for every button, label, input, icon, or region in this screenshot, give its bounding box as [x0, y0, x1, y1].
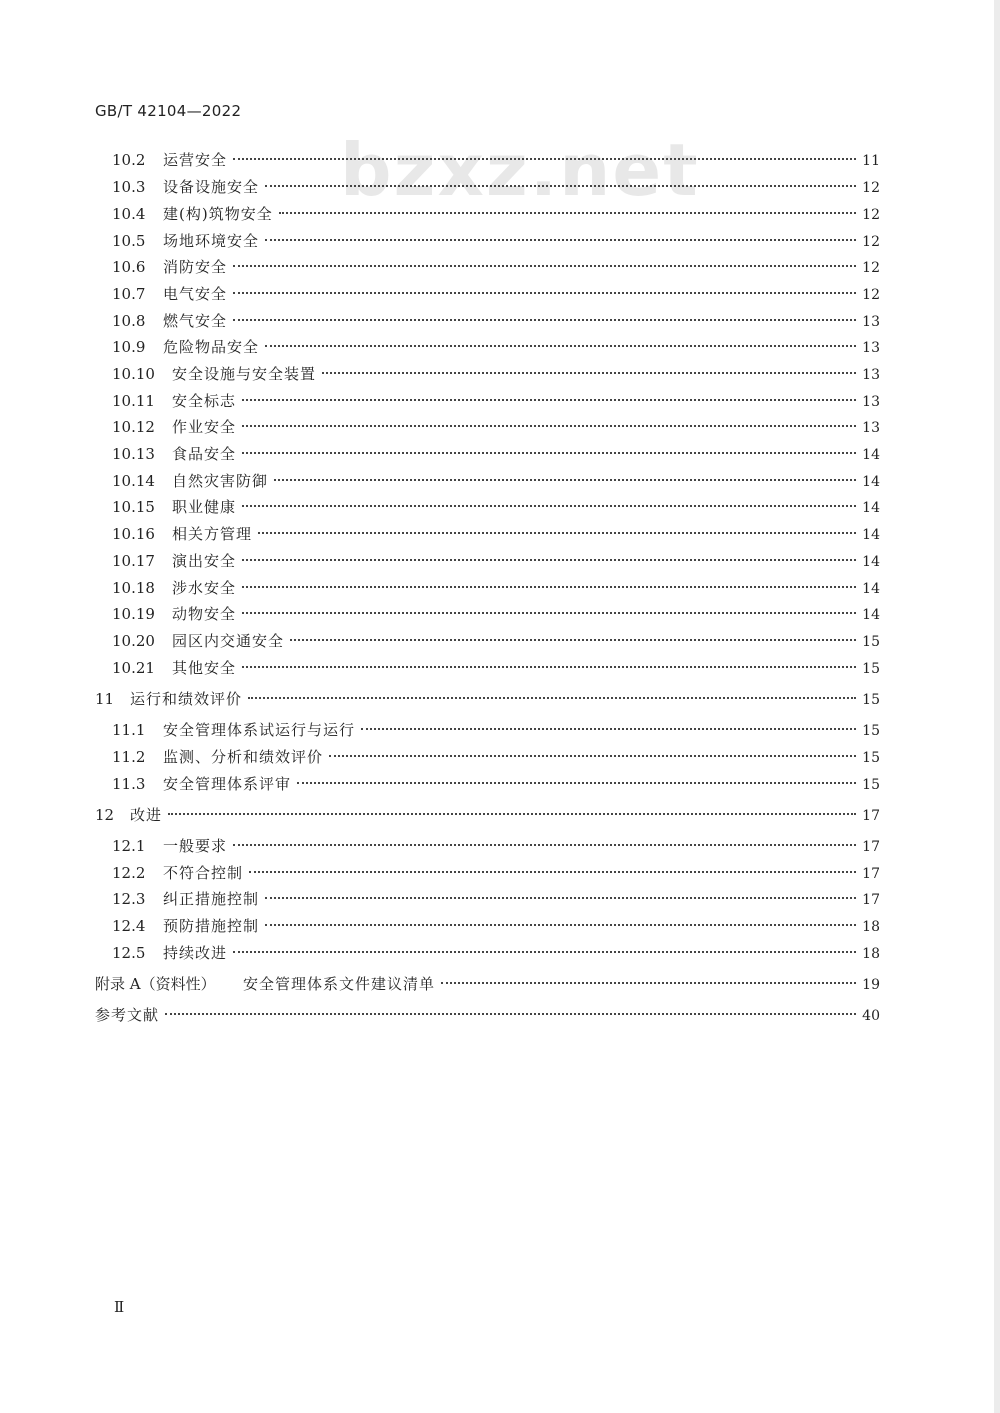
toc-leader-dots: [242, 452, 856, 454]
toc-leader-dots: [265, 924, 856, 926]
toc-entry-number: 10.3: [112, 178, 146, 196]
toc-entry-number: 10.10: [112, 365, 155, 383]
toc-entry-page: 18: [862, 946, 880, 962]
toc-entry-title: 运营安全: [163, 151, 228, 169]
toc-entry-title: 安全标志: [172, 392, 237, 410]
toc-entry-number: 10.16: [112, 525, 155, 543]
toc-entry-title: 消防安全: [163, 258, 228, 276]
toc-entry-title: 安全管理体系试运行与运行: [163, 721, 356, 739]
toc-entry-title: 设备设施安全: [163, 178, 260, 196]
toc-leader-dots: [233, 319, 856, 321]
toc-entry-number: 12.3: [112, 890, 146, 908]
toc-entry-number: 10.21: [112, 659, 155, 677]
toc-entry-page: 14: [862, 554, 880, 570]
toc-entry-page: 13: [862, 394, 880, 410]
toc-entry-number: 10.11: [112, 392, 155, 410]
toc-leader-dots: [258, 532, 856, 534]
toc-entry[interactable]: [112, 203, 880, 225]
toc-entry[interactable]: [112, 336, 880, 358]
toc-entry-title: 演出安全: [172, 552, 237, 570]
toc-entry-number: 12.4: [112, 917, 146, 935]
toc-entry[interactable]: [112, 230, 880, 252]
toc-leader-dots: [265, 185, 856, 187]
toc-entry-page: 19: [862, 977, 880, 993]
toc-entry-number: 11.3: [112, 775, 146, 793]
toc-entry-page: 13: [862, 367, 880, 383]
page-edge: [994, 0, 1000, 1413]
toc-entry-number: 10.6: [112, 258, 146, 276]
toc-entry-page: 12: [862, 180, 880, 196]
toc-entry-number: 10.2: [112, 151, 146, 169]
toc-leader-dots: [233, 844, 856, 846]
toc-leader-dots: [279, 212, 856, 214]
toc-leader-dots: [233, 951, 856, 953]
toc-leader-dots: [361, 728, 856, 730]
toc-entry[interactable]: [112, 390, 880, 412]
toc-leader-dots: [242, 586, 856, 588]
toc-entry-page: 14: [862, 500, 880, 516]
toc-entry-number: 10.13: [112, 445, 155, 463]
toc-entry[interactable]: [112, 283, 880, 305]
toc-entry[interactable]: [112, 888, 880, 910]
toc-leader-dots: [248, 697, 856, 699]
toc-entry-page: 11: [862, 153, 880, 169]
toc-leader-dots: [242, 559, 856, 561]
toc-entry-number: 11.1: [112, 721, 146, 739]
toc-entry[interactable]: [112, 470, 880, 492]
toc-entry-title: 预防措施控制: [163, 917, 260, 935]
toc-entry-page: 17: [862, 866, 880, 882]
toc-entry-title: 监测、分析和绩效评价: [163, 748, 324, 766]
toc-entry[interactable]: [112, 176, 880, 198]
toc-entry-page: 14: [862, 607, 880, 623]
toc-entry-title: 电气安全: [163, 285, 228, 303]
toc-entry-number: 10.12: [112, 418, 155, 436]
toc-entry-number: 10.9: [112, 338, 146, 356]
toc-entry-page: 15: [862, 692, 880, 708]
toc-entry[interactable]: [95, 688, 880, 710]
toc-entry[interactable]: [112, 630, 880, 652]
toc-entry-title: 涉水安全: [172, 579, 237, 597]
toc-entry-number: 10.17: [112, 552, 155, 570]
toc-entry-title: 纠正措施控制: [163, 890, 260, 908]
toc-entry-page: 14: [862, 527, 880, 543]
toc-leader-dots: [274, 479, 856, 481]
toc-entry-number: 附录 A（资料性）: [95, 975, 216, 993]
toc-leader-dots: [242, 666, 856, 668]
page-number: Ⅱ: [114, 1298, 125, 1316]
toc-entry-number: 10.15: [112, 498, 155, 516]
toc-entry-page: 13: [862, 314, 880, 330]
toc-entry-title: 安全管理体系评审: [163, 775, 292, 793]
toc-entry-page: 12: [862, 287, 880, 303]
toc-entry[interactable]: [95, 804, 880, 826]
toc-entry-page: 17: [862, 892, 880, 908]
toc-entry-title: 安全设施与安全装置: [172, 365, 317, 383]
toc-leader-dots: [265, 239, 856, 241]
toc-leader-dots: [233, 158, 856, 160]
toc-entry-page: 15: [862, 777, 880, 793]
toc-entry-title: 职业健康: [172, 498, 237, 516]
toc-entry-title: 园区内交通安全: [172, 632, 285, 650]
toc-entry-page: 15: [862, 634, 880, 650]
toc-entry[interactable]: [112, 862, 880, 884]
toc-leader-dots: [441, 982, 856, 984]
toc-entry-number: 10.5: [112, 232, 146, 250]
toc-entry[interactable]: [112, 310, 880, 332]
toc-entry-page: 13: [862, 420, 880, 436]
toc-entry-number: 12.1: [112, 837, 146, 855]
toc-entry-title: 作业安全: [172, 418, 237, 436]
toc-leader-dots: [165, 1013, 856, 1015]
toc-entry-title: 建(构)筑物安全: [163, 205, 273, 223]
toc-entry-number: 12.2: [112, 864, 146, 882]
toc-leader-dots: [168, 813, 856, 815]
toc-entry-page: 14: [862, 581, 880, 597]
toc-entry-number: 10.20: [112, 632, 155, 650]
toc-entry-title: 其他安全: [172, 659, 237, 677]
toc-leader-dots: [265, 897, 856, 899]
toc-leader-dots: [297, 782, 856, 784]
toc-entry-title: 运行和绩效评价: [130, 690, 243, 708]
toc-entry-title: 自然灾害防御: [172, 472, 269, 490]
toc-entry-page: 14: [862, 447, 880, 463]
toc-entry-number: 10.14: [112, 472, 155, 490]
toc-entry-title: 相关方管理: [172, 525, 253, 543]
toc-entry[interactable]: [112, 550, 880, 572]
toc-leader-dots: [290, 639, 856, 641]
toc-entry-page: 15: [862, 750, 880, 766]
toc-entry-title: 参考文献: [95, 1006, 160, 1024]
toc-entry-page: 17: [862, 839, 880, 855]
toc-entry-number: 10.19: [112, 605, 155, 623]
toc-entry-title: 燃气安全: [163, 312, 228, 330]
toc-entry-page: 12: [862, 260, 880, 276]
toc-entry[interactable]: [112, 657, 880, 679]
toc-entry[interactable]: [112, 835, 880, 857]
toc-leader-dots: [242, 612, 856, 614]
toc-entry-number: 10.4: [112, 205, 146, 223]
toc-entry[interactable]: [112, 416, 880, 438]
toc-leader-dots: [233, 292, 856, 294]
toc-entry[interactable]: [112, 773, 880, 795]
toc-entry[interactable]: [95, 973, 880, 995]
watermark: bzxz.net: [340, 128, 700, 212]
toc-entry-page: 15: [862, 661, 880, 677]
toc-entry-title: 危险物品安全: [163, 338, 260, 356]
toc-entry-number: 11.2: [112, 748, 146, 766]
toc-leader-dots: [233, 265, 856, 267]
toc-entry-page: 12: [862, 207, 880, 223]
toc-entry-title: 场地环境安全: [163, 232, 260, 250]
toc-entry-page: 18: [862, 919, 880, 935]
toc-entry[interactable]: [95, 1004, 880, 1026]
toc-entry-title: 改进: [130, 806, 163, 824]
toc-leader-dots: [249, 871, 856, 873]
toc-entry-title: 食品安全: [172, 445, 237, 463]
toc-entry-page: 40: [862, 1008, 880, 1024]
toc-entry-title: 不符合控制: [163, 864, 244, 882]
toc-leader-dots: [242, 399, 856, 401]
toc-entry[interactable]: [112, 746, 880, 768]
toc-leader-dots: [329, 755, 856, 757]
toc-leader-dots: [242, 425, 856, 427]
toc-entry[interactable]: [112, 942, 880, 964]
toc-entry-page: 17: [862, 808, 880, 824]
toc-entry-number: 10.18: [112, 579, 155, 597]
toc-entry[interactable]: [112, 443, 880, 465]
toc-leader-dots: [322, 372, 856, 374]
toc-entry[interactable]: [112, 719, 880, 741]
toc-leader-dots: [265, 345, 856, 347]
toc-entry[interactable]: [112, 256, 880, 278]
toc-entry[interactable]: [112, 363, 880, 385]
toc-entry-number: 10.7: [112, 285, 146, 303]
standard-code-header: GB/T 42104—2022: [95, 102, 242, 120]
toc-entry[interactable]: [112, 496, 880, 518]
toc-entry[interactable]: [112, 523, 880, 545]
toc-entry-number: 12.5: [112, 944, 146, 962]
toc-entry-page: 14: [862, 474, 880, 490]
toc-entry-number: 10.8: [112, 312, 146, 330]
toc-entry-title: 一般要求: [163, 837, 228, 855]
toc-entry[interactable]: [112, 577, 880, 599]
toc-entry-page: 12: [862, 234, 880, 250]
toc-entry-number: 11: [95, 690, 115, 708]
toc-entry[interactable]: [112, 603, 880, 625]
toc-leader-dots: [242, 505, 856, 507]
toc-entry-number: 12: [95, 806, 115, 824]
toc-entry-title: 动物安全: [172, 605, 237, 623]
toc-entry-page: 15: [862, 723, 880, 739]
toc-entry-page: 13: [862, 340, 880, 356]
toc-entry-title: 持续改进: [163, 944, 228, 962]
toc-entry-title: 安全管理体系文件建议清单: [243, 975, 436, 993]
toc-entry[interactable]: [112, 915, 880, 937]
toc-entry[interactable]: [112, 149, 880, 171]
